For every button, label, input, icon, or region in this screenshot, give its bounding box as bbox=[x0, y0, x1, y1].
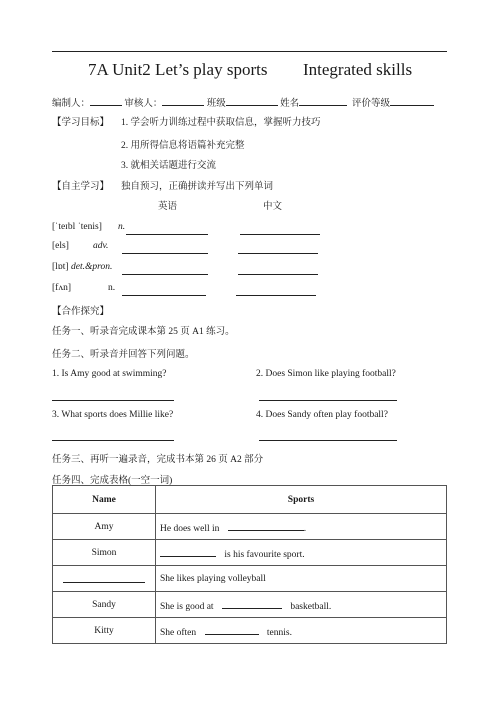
task-1: 任务一、听录音完成课本第 25 页 A1 练习。 bbox=[52, 327, 235, 337]
row-text-pre: He does well in bbox=[160, 523, 220, 534]
goal-item-1: 1. 学会听力训练过程中获取信息，掌握听力技巧 bbox=[121, 118, 321, 128]
class-blank[interactable] bbox=[226, 95, 278, 106]
answer-blank-1[interactable] bbox=[52, 400, 174, 401]
row-name bbox=[53, 566, 156, 592]
word-pos-4: n. bbox=[108, 283, 116, 293]
col-english: 英语 bbox=[158, 202, 178, 212]
name-blank[interactable] bbox=[63, 572, 145, 583]
word-en-blank-2[interactable] bbox=[122, 253, 208, 254]
top-rule bbox=[52, 51, 447, 52]
row-text-pre: She likes playing volleyball bbox=[160, 573, 266, 584]
word-phonetic-3: [lɒt] bbox=[52, 262, 69, 272]
word-pos-1: n. bbox=[118, 222, 126, 232]
row-text-post: is his favourite sport. bbox=[224, 549, 305, 560]
reviewer-label: 审核人： bbox=[124, 99, 163, 109]
word-phonetic-4: [fʌn] bbox=[52, 283, 71, 293]
row-name: Simon bbox=[53, 540, 156, 566]
grade-blank[interactable] bbox=[390, 95, 434, 106]
question-4: 4. Does Sandy often play football? bbox=[256, 410, 388, 420]
coop-label: 【合作探究】 bbox=[52, 307, 110, 317]
editor-label: 编制人： bbox=[52, 99, 91, 109]
self-study-instruction: 独自预习，正确拼读并写出下列单词 bbox=[121, 182, 274, 192]
goal-item-3: 3. 就相关话题进行交流 bbox=[121, 161, 217, 171]
header-name: Name bbox=[53, 486, 156, 514]
row-blank[interactable] bbox=[222, 598, 282, 609]
row-blank[interactable] bbox=[228, 520, 304, 531]
row-sports bbox=[156, 566, 447, 592]
row-blank[interactable] bbox=[205, 624, 259, 635]
grade-label: 评价等级 bbox=[351, 99, 390, 109]
row-sports bbox=[156, 618, 447, 644]
name-label: 姓名 bbox=[280, 99, 300, 109]
question-3: 3. What sports does Millie like? bbox=[52, 410, 174, 420]
question-2: 2. Does Simon like playing football? bbox=[256, 369, 396, 379]
table-row bbox=[53, 514, 447, 540]
word-phonetic-2: [els] bbox=[52, 241, 69, 251]
self-study-label: 【自主学习】 bbox=[52, 182, 110, 192]
word-zh-blank-1[interactable] bbox=[240, 234, 320, 235]
row-name: Sandy bbox=[53, 592, 156, 618]
reviewer-blank[interactable] bbox=[162, 95, 204, 106]
row-text-post: tennis. bbox=[266, 627, 292, 638]
row-sports bbox=[156, 540, 447, 566]
word-zh-blank-3[interactable] bbox=[238, 274, 318, 275]
table-row bbox=[53, 566, 447, 592]
class-label: 班级 bbox=[206, 99, 226, 109]
row-text-pre: She often bbox=[160, 627, 197, 638]
editor-blank[interactable] bbox=[90, 95, 122, 106]
table-row bbox=[53, 592, 447, 618]
row-name: Amy bbox=[53, 514, 156, 540]
table-header-row bbox=[53, 486, 447, 514]
task-3: 任务三、再听一遍录音，完成书本第 26 页 A2 部分 bbox=[52, 455, 264, 465]
goals-label: 【学习目标】 bbox=[52, 118, 110, 128]
question-1: 1. Is Amy good at swimming? bbox=[52, 369, 167, 379]
row-text-pre: She is good at bbox=[160, 601, 214, 612]
task-2: 任务二、听录音并回答下列问题。 bbox=[52, 350, 195, 360]
answer-blank-4[interactable] bbox=[259, 440, 397, 441]
row-blank[interactable] bbox=[160, 546, 216, 557]
page-subtitle: Integrated skills bbox=[303, 60, 413, 79]
row-text-post: . bbox=[303, 523, 307, 534]
meta-row bbox=[52, 95, 434, 109]
task-4: 任务四、完成表格(一空一词) bbox=[52, 476, 173, 486]
word-zh-blank-4[interactable] bbox=[236, 295, 316, 296]
row-sports bbox=[156, 592, 447, 618]
word-en-blank-4[interactable] bbox=[122, 295, 206, 296]
word-en-blank-1[interactable] bbox=[126, 234, 208, 235]
answer-blank-2[interactable] bbox=[259, 400, 397, 401]
table-row bbox=[53, 540, 447, 566]
word-zh-blank-2[interactable] bbox=[238, 253, 318, 254]
col-chinese: 中文 bbox=[263, 202, 283, 212]
goal-item-2: 2. 用所得信息将语篇补充完整 bbox=[121, 141, 245, 151]
row-sports bbox=[156, 514, 447, 540]
page-title: 7A Unit2 Let’s play sports bbox=[88, 60, 268, 79]
row-text-post: basketball. bbox=[290, 601, 332, 612]
row-name: Kitty bbox=[53, 618, 156, 644]
word-pos-2: adv. bbox=[93, 241, 109, 251]
header-sports: Sports bbox=[156, 486, 447, 514]
name-blank[interactable] bbox=[299, 95, 347, 106]
sports-table bbox=[52, 485, 447, 644]
word-en-blank-3[interactable] bbox=[122, 274, 208, 275]
word-pos-3: det.&pron. bbox=[71, 262, 113, 272]
table-row bbox=[53, 618, 447, 644]
word-phonetic-1: [ˈteɪbl ˈtenis] bbox=[52, 222, 102, 232]
answer-blank-3[interactable] bbox=[52, 440, 174, 441]
